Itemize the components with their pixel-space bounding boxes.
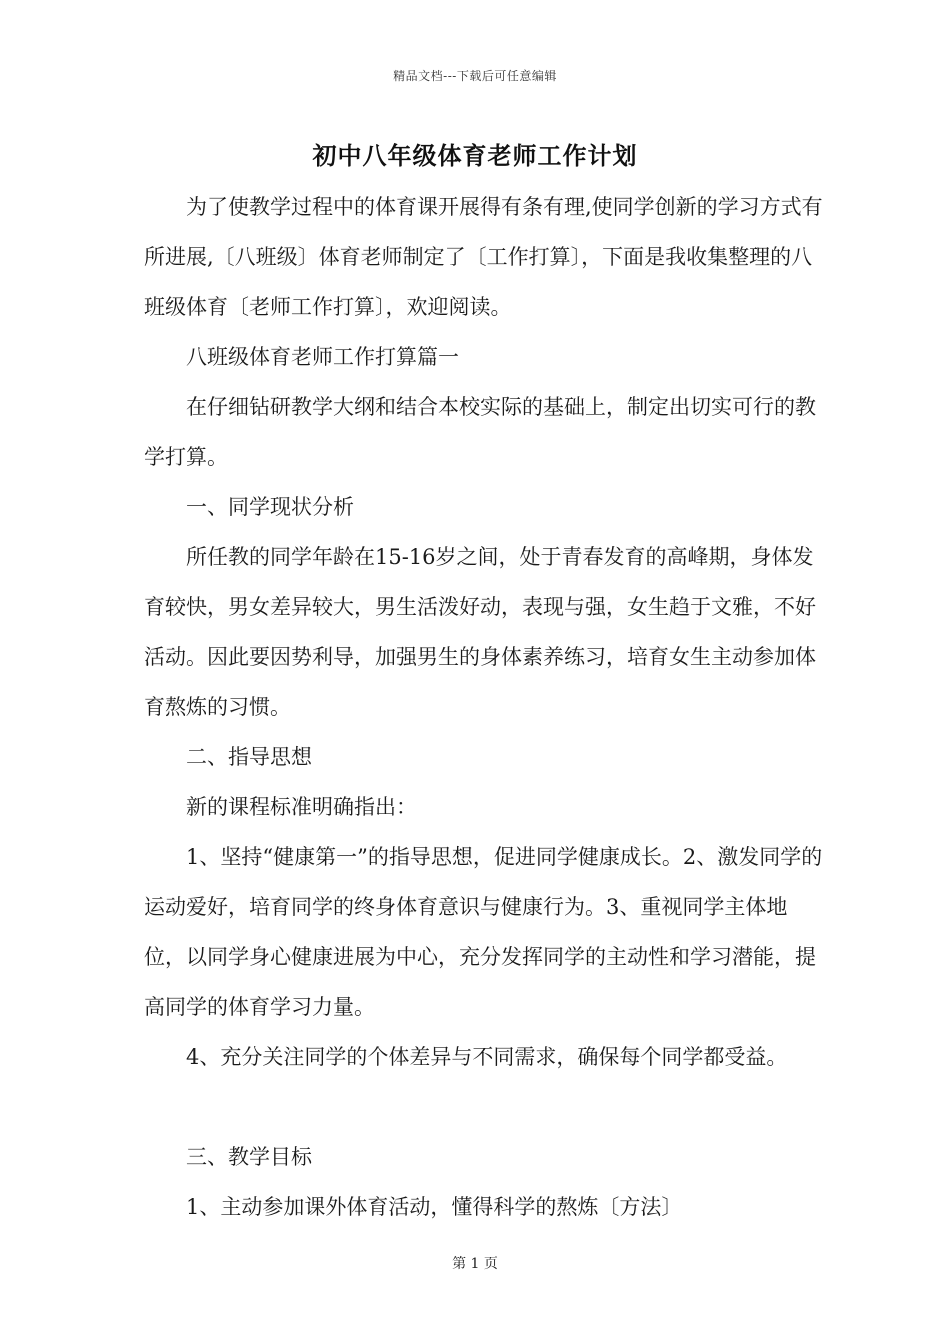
document-title: 初中八年级体育老师工作计划 — [312, 141, 638, 170]
header-note: 精品文档---下载后可任意编辑 — [393, 69, 557, 83]
section-heading-student-analysis: 一、同学现状分析 — [186, 495, 354, 519]
paragraph-plan-heading: 八班级体育老师工作打算篇一 — [186, 345, 459, 369]
paragraph-guiding-points: 1、坚持“健康第一”的指导思想，促进同学健康成长。2、激发同学的运动爱好，培育同学的终身体育意识与健康行为。3、重视同学主体地位，以同学身心健康进展为中心，充分发挥同学的主动性和学习潜能，提高同学的体育学习力量。 — [144, 845, 823, 1019]
paragraph-guiding-point-4: 4、充分关注同学的个体差异与不同需求，确保每个同学都受益。 — [186, 1045, 788, 1069]
document-body — [144, 182, 824, 1232]
paragraph-intro: 为了使教学过程中的体育课开展得有条有理,使同学创新的学习方式有所进展,〔八班级〕体育老师制定了〔工作打算〕，下面是我收集整理的八班级体育〔老师工作打算〕，欢迎阅读。 — [144, 195, 823, 319]
section-heading-guiding-thought: 二、指导思想 — [186, 745, 312, 769]
paragraph-student-analysis: 所任教的同学年龄在15-16岁之间，处于青春发育的高峰期，身体发育较快，男女差异较大，男生活泼好动，表现与强，女生趋于文雅，不好活动。因此要因势利导，加强男生的身体素养练习，培育女生主动参加体育熬炼的习惯。 — [144, 545, 816, 719]
paragraph-teaching-goal-1: 1、主动参加课外体育活动，懂得科学的熬炼〔方法〕 — [186, 1195, 683, 1219]
paragraph-curriculum-standard: 新的课程标准明确指出： — [186, 795, 417, 819]
page-number: 第 1 页 — [452, 1256, 498, 1272]
section-heading-teaching-goals: 三、教学目标 — [186, 1145, 312, 1169]
paragraph-plan-intro: 在仔细钻研教学大纲和结合本校实际的基础上，制定出切实可行的教学打算。 — [144, 395, 816, 469]
